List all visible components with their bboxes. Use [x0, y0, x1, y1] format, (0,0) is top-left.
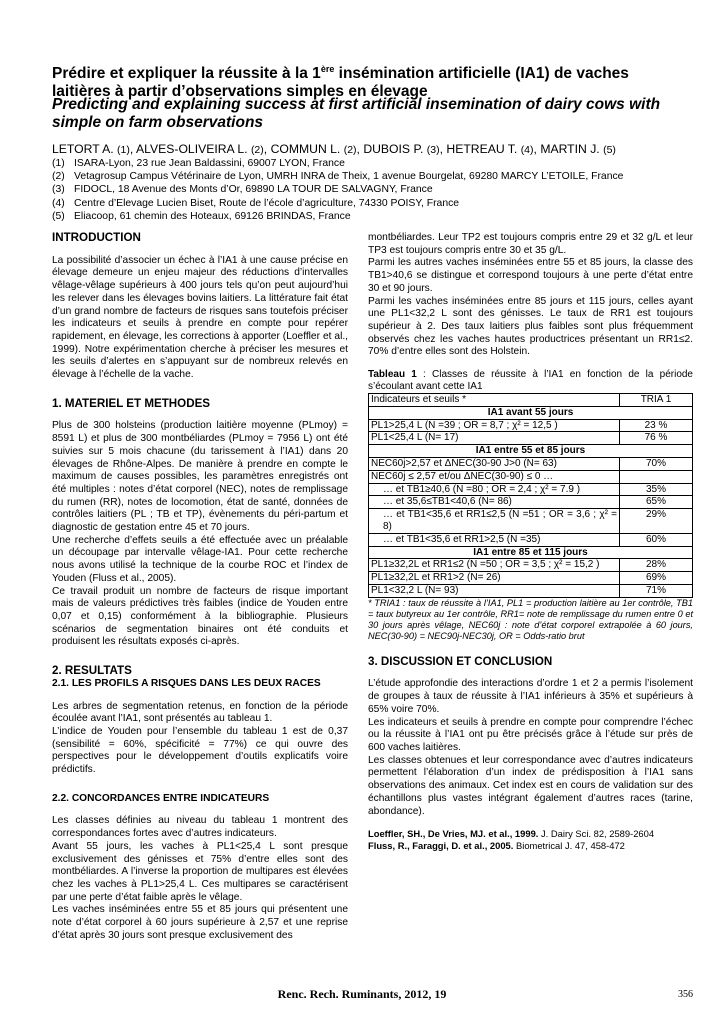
- discussion-paragraph: Les classes obtenues et leur correspondance avec d’autres indicateurs permettent l’élaboration d’un index de prédisposition à l’IA1 sans observations des animaux. Cet index est en cours de validation sur des échantillons plus vastes intégrant également d’autres races (tarine, abondance).: [368, 754, 693, 817]
- table-row: PL1>25,4 L (N =39 ; OR = 8,7 ; χ² = 12,5 ) 23 %: [369, 419, 693, 432]
- affiliation-number: (3): [52, 184, 65, 196]
- author-affiliation-marker: (2): [250, 144, 264, 156]
- author-affiliation-marker: (4): [520, 144, 534, 156]
- table-group-row: IA1 avant 55 jours: [369, 406, 693, 419]
- table-row: … et TB1<35,6 et RR1>2,5 (N =35) 60%: [369, 533, 693, 546]
- affiliation-number: (1): [52, 158, 65, 169]
- author-separator: ,: [533, 142, 541, 156]
- methods-paragraph: Une recherche d’effets seuils a été effectuée avec un préalable un découpage par intervalle vêlage-IA1. Pour cette recherche nous avons utilisé la technique de la courbe ROC et l’index de Youden (Fluss et al., 2005).: [52, 534, 348, 584]
- table-row: PL1<32,2 L (N= 93) 71%: [369, 584, 693, 597]
- title-french: Prédire et expliquer la réussite à la 1ère insémination artificielle (IA1) de vaches laitières à partir d’observations simples en élevage: [52, 64, 629, 100]
- author-name: DUBOIS P.: [363, 142, 424, 156]
- table-footnote: * TRIA1 : taux de réussite à l’IA1, PL1 = production laitière au 1er contrôle, TB1 = taux butyreux au 1er contrôle, RR1= note de remplissage du rumen entre 0 et 30 jours après vêlage, NEC60j : note d’état corporel extrapolée à 60 jours, NEC(30-90) = NEC90j-NEC30j, OR = Odds-ratio brut: [368, 597, 693, 641]
- table-row: PL1<25,4 L (N= 17) 76 %: [369, 432, 693, 445]
- left-column: [52, 232, 348, 942]
- right-column: [368, 232, 693, 851]
- affiliation-text: FIDOCL, 18 Avenue des Monts d’Or, 69890 LA TOUR DE SALVAGNY, France: [74, 184, 433, 196]
- table-row: … et TB1<35,6 et RR1≤2,5 (N =51 ; OR = 3,6 ; χ² = 8) 29%: [369, 509, 693, 534]
- table-row: … et 35,6≤TB1<40,6 (N= 86) 65%: [369, 496, 693, 509]
- introduction-text: La possibilité d’associer un échec à l’IA1 à une cause précise en élevage demeure un enjeu majeur des réductions d’intervalles vêlage-vêlage supérieurs à 400 jours tels qu’on peut aujourd’hui les relever dans les élevages bovins laitiers. La littérature fait état d’un grand nombre de facteurs de risques sans toutefois préciser les indicateurs et seuils à prendre en compte pour repérer rapidement, en élevage, les corrections à apporter (Loeffler et al., 1999). Notre expérimentation cherche à préciser les mesures et les seuils d’alertes en s’appuyant sur de nombreux relevés en élevage à l’échelle de la vache.: [52, 254, 348, 381]
- methods-heading: 1. MATERIEL ET METHODES: [52, 396, 211, 410]
- affiliation-item: [52, 157, 692, 170]
- table-group-row: IA1 entre 55 et 85 jours: [369, 445, 693, 458]
- results-table: [368, 393, 693, 598]
- affiliation-item: [52, 183, 692, 196]
- author-separator: ,: [356, 142, 364, 156]
- table-row: NEC60j ≤ 2,57 et/ou ΔNEC(30-90) ≤ 0 …: [369, 470, 693, 483]
- author-name: COMMUN L.: [270, 142, 341, 156]
- affiliation-text: Vetagrosup Campus Vétérinaire de Lyon, UMRH INRA de Theix, 1 avenue Bourgelat, 69280 MARCY L’ETOILE, France: [74, 171, 624, 183]
- author-name: ALVES-OLIVEIRA L.: [136, 142, 248, 156]
- author-separator: ,: [129, 142, 136, 156]
- results-paragraph: Avant 55 jours, les vaches à PL1<25,4 L sont presque exclusivement des génisses et 75% d’entre elles sont des montbéliardes. A l’inverse la proportion de multipares est élevées chez les vaches à PL1>25,4 L. Ces multipares se caractérisent par une perte d’état faible après le vêlage.: [52, 840, 348, 903]
- results-subheading: 2.2. CONCORDANCES ENTRE INDICATEURS: [52, 792, 270, 804]
- table-row: NEC60j>2,57 et ΔNEC(30-90 J>0 (N= 63) 70%: [369, 458, 693, 471]
- table-row: … et TB1≥40,6 (N =80 ; OR = 2,4 ; χ² = 7.9 ) 35%: [369, 483, 693, 496]
- table-header-row: Indicateurs et seuils * TRIA 1: [369, 394, 693, 407]
- author-affiliation-marker: (5): [603, 144, 616, 156]
- results-paragraph: Les arbres de segmentation retenus, en fonction de la période écoulée avant l’IA1, sont présentés au tableau 1.: [52, 700, 348, 725]
- discussion-heading: 3. DISCUSSION ET CONCLUSION: [368, 654, 553, 668]
- author-name: LETORT A.: [52, 142, 114, 156]
- results-paragraph: Les vaches inséminées entre 55 et 85 jours qui présentent une note d’état corporel à 60 jours supérieure à 2,57 et une reprise d’état après 30 jours sont presque exclusivement des: [52, 904, 348, 941]
- author-list: [52, 142, 692, 158]
- affiliation-text: Eliacoop, 61 chemin des Hoteaux, 69126 BRINDAS, France: [74, 210, 351, 222]
- affiliation-item: [52, 170, 692, 183]
- reference: Fluss, R., Faraggi, D. et al., 2005. Biometrical J. 47, 458-472: [368, 839, 625, 851]
- author-separator: ,: [439, 142, 447, 156]
- affiliation-text: ISARA-Lyon, 23 rue Jean Baldassini, 69007 LYON, France: [74, 158, 345, 169]
- author-affiliation-marker: (1): [117, 144, 130, 156]
- introduction-heading: INTRODUCTION: [52, 231, 141, 244]
- table-group-row: IA1 entre 85 et 115 jours: [369, 546, 693, 559]
- results-heading: 2. RESULTATS: [52, 664, 132, 678]
- results-paragraph: L’indice de Youden pour l’ensemble du tableau 1 est de 0,37 (sensibilité = 60%, spécificité = 77%) ce qui ouvre des perspectives pour le développement d’outils explicatifs voire prédictifs.: [52, 725, 348, 776]
- author-affiliation-marker: (3): [426, 144, 440, 156]
- methods-paragraph: Ce travail produit un nombre de facteurs de risque important mais de valeurs prédictives très faibles (indice de Youden entre 0,07 et 0,15) conformément à la bibliographie. Plusieurs scénarios de segmentation binaires ont été conduits et produisent les résultats exposés ci-après.: [52, 585, 348, 648]
- methods-paragraph: Plus de 300 holsteins (production laitière moyenne (PLmoy) = 8591 L) et plus de 300 montbéliardes (PLmoy = 7956 L) ont été suivies sur 5 mois chacune (du tarissement à l’IA1) dans 20 élevages de Rhône-Alpes. De manière à prendre en compte le maximum de causes possibles, les paramètres enregistrés ont été multiples : notes d’état corporel (NEC), notes de remplissage du rumen (RR), notes de locomotion, état de santé, données de contrôles laitiers (PL ; TB et TP), évènements du péri-partum et diagnostic de gestation entre 45 et 70 jours.: [52, 420, 348, 534]
- results-paragraph: Les classes définies au niveau du tableau 1 montrent des correspondances fortes avec d’autres indicateurs.: [52, 815, 348, 840]
- author-separator: ,: [263, 142, 271, 156]
- author-name: MARTIN J.: [540, 142, 600, 156]
- results-paragraph: montbéliardes. Leur TP2 est toujours compris entre 29 et 32 g/L et leur TP3 est toujours compris entre 30 et 35 g/L.: [368, 232, 693, 256]
- title-english: Predicting and explaining success at first artificial insemination of dairy cows with simple on farm observations: [52, 96, 661, 131]
- affiliation-number: (2): [52, 171, 65, 183]
- affiliation-item: [52, 210, 692, 223]
- table-row: PL1≥32,2L et RR1>2 (N= 26) 69%: [369, 572, 693, 585]
- results-subheading: 2.1. LES PROFILS A RISQUES DANS LES DEUX RACES: [52, 677, 321, 689]
- author-affiliation-marker: (2): [343, 144, 357, 156]
- affiliation-list: [52, 157, 692, 223]
- page-number: 356: [678, 989, 693, 1000]
- affiliation-text: Centre d’Elevage Lucien Biset, Route de l’école d’agriculture, 74330 POISY, France: [74, 197, 460, 209]
- results-paragraph: Parmi les vaches inséminées entre 85 jours et 115 jours, celles ayant une PL1<32,2 L sont des génisses. Le taux de RR1 est toujours supérieur à 2. Des taux laitiers plus faibles sont plus fréquemment observés chez les vaches hautes productrices présentant un RR1≤2. 70% d’entre elles sont des Holstein.: [368, 295, 693, 358]
- discussion-paragraph: L’étude approfondie des interactions d’ordre 1 et 2 a permis l’isolement de groupes à taux de réussite à l’IA1 inférieurs à 35% et supérieurs à 65% voire 70%.: [368, 678, 693, 715]
- author-name: HETREAU T.: [446, 142, 518, 156]
- affiliation-number: (5): [52, 210, 65, 222]
- results-paragraph: Parmi les autres vaches inséminées entre 55 et 85 jours, la classe des TB1>40,6 se distingue et correspond toujours à une perte d’état entre 30 et 90 jours.: [368, 257, 693, 294]
- table-row: PL1≥32,2L et RR1≤2 (N =50 ; OR = 3,5 ; χ² = 15,2 ) 28%: [369, 559, 693, 572]
- affiliation-item: [52, 197, 692, 210]
- discussion-paragraph: Les indicateurs et seuils à prendre en compte pour comprendre l’échec ou la réussite à l’IA1 ont pu être précisés grâce à l’étude sur près de 600 vaches laitières.: [368, 716, 693, 753]
- journal-footer: Renc. Rech. Ruminants, 2012, 19: [277, 987, 447, 1001]
- affiliation-number: (4): [52, 197, 65, 209]
- table-caption: Tableau 1 : Classes de réussite à l’IA1 en fonction de la période s’écoulant avant cette IA1: [368, 369, 693, 393]
- reference: Loeffler, SH., De Vries, MJ. et al., 1999. J. Dairy Sci. 82, 2589-2604: [368, 828, 655, 840]
